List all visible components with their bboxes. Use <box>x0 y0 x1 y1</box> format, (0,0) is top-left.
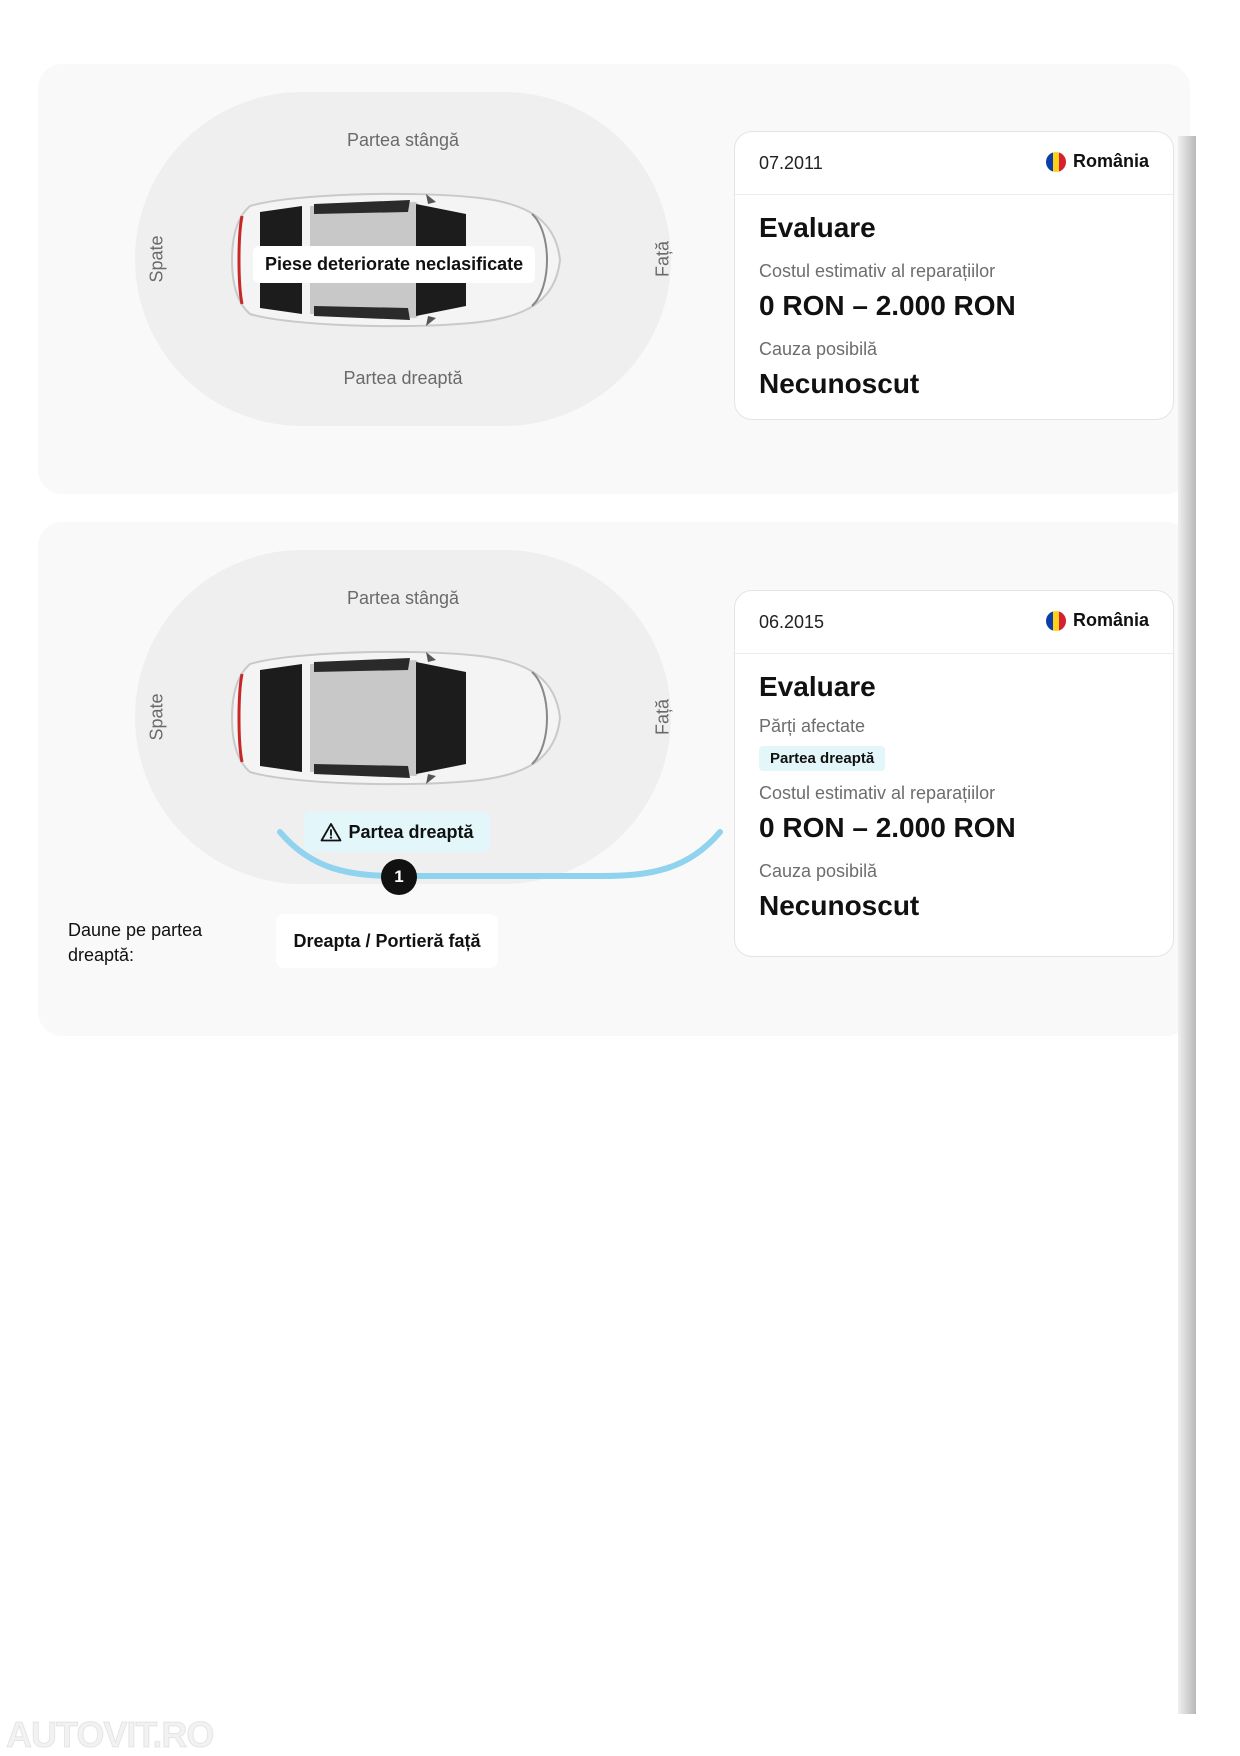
car-top-view-image <box>230 650 566 786</box>
label-front: Față <box>652 240 673 278</box>
card-header <box>735 591 1173 654</box>
label-rear: Spate <box>146 693 167 741</box>
evaluation-card <box>734 590 1174 957</box>
cause-label: Cauza posibilă <box>759 861 878 881</box>
country <box>1046 151 1149 172</box>
page-scrollbar[interactable] <box>1178 136 1196 1714</box>
car-diagram <box>135 550 671 884</box>
record-date: 06.2015 <box>759 612 825 632</box>
cause-label: Cauza posibilă <box>759 339 878 359</box>
label-left-side: Partea stângă <box>346 130 460 150</box>
country <box>1046 610 1149 631</box>
damage-record-panel <box>38 522 1190 1036</box>
cost-label: Costul estimativ al reparațiilor <box>759 261 996 281</box>
record-date: 07.2011 <box>759 153 823 173</box>
cause-value: Necunoscut <box>759 890 920 921</box>
label-left-side: Partea stângă <box>346 588 460 608</box>
right-side-warning-tag[interactable] <box>304 812 490 852</box>
cost-value: 0 RON – 2.000 RON <box>759 290 1016 321</box>
affected-part-chip: Partea dreaptă <box>759 746 885 771</box>
damage-marker[interactable]: 1 <box>381 859 417 895</box>
cause-value: Necunoscut <box>759 368 920 399</box>
evaluation-card <box>734 131 1174 420</box>
affected-parts-label: Părți afectate <box>759 716 866 736</box>
warning-tag-label: Partea dreaptă <box>348 821 474 842</box>
label-front: Față <box>652 698 673 736</box>
country-name: România <box>1072 151 1149 171</box>
damage-part-chip: Dreapta / Portieră față <box>276 914 498 968</box>
unclassified-damage-tag: Piese deteriorate neclasificate <box>253 246 535 283</box>
label-rear: Spate <box>146 235 167 283</box>
card-header <box>735 132 1173 195</box>
country-name: România <box>1072 610 1149 630</box>
card-title: Evaluare <box>759 212 876 243</box>
romania-flag-icon <box>1046 152 1066 172</box>
label-right-side: Partea dreaptă <box>343 368 463 388</box>
cost-value: 0 RON – 2.000 RON <box>759 812 1016 843</box>
watermark-logo: AUTOVIT.RO <box>6 1714 214 1755</box>
romania-flag-icon <box>1046 611 1066 631</box>
damage-record-panel <box>38 64 1190 494</box>
car-diagram <box>135 92 671 426</box>
warning-triangle-icon <box>320 822 342 842</box>
cost-label: Costul estimativ al reparațiilor <box>759 783 996 803</box>
card-title: Evaluare <box>759 671 876 702</box>
damage-caption: Daune pe partea dreaptă: <box>68 920 203 965</box>
